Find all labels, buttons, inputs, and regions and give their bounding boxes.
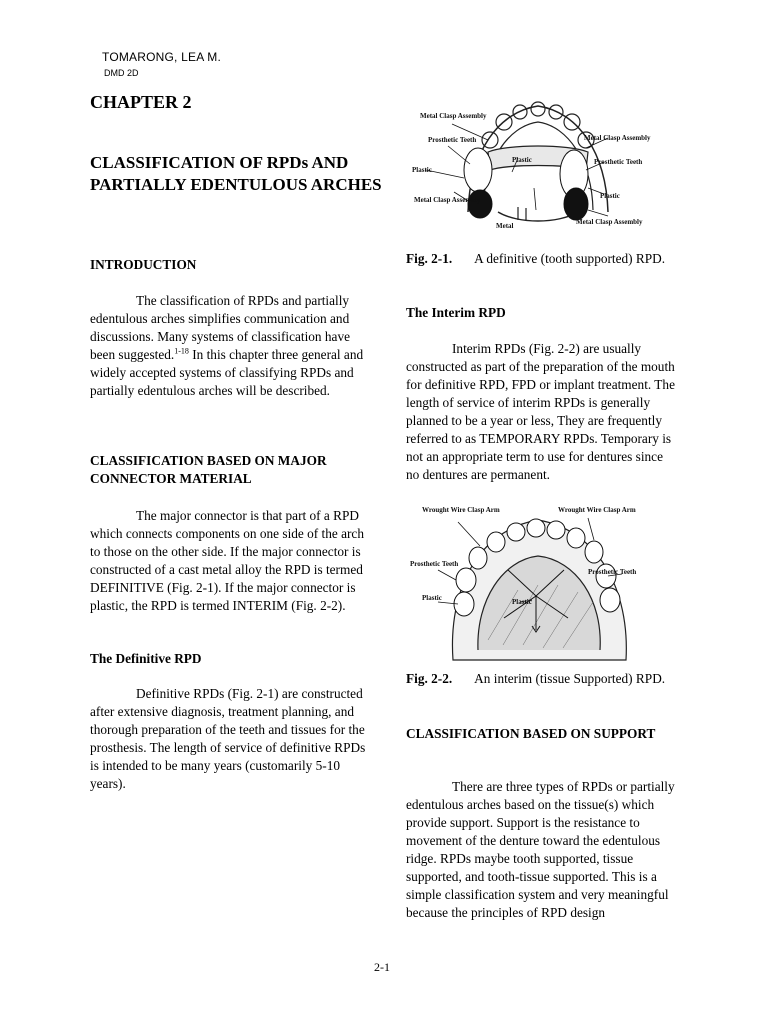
- label-wrought-wire-right: Wrought Wire Clasp Arm: [558, 506, 636, 514]
- intro-text-a: The classification of RPDs and partially edentulous arches simplifies communication and discussions. Many systems of classification have been suggested.: [90, 293, 350, 362]
- label-prosthetic-teeth-left: Prosthetic Teeth: [410, 560, 459, 568]
- label-plastic-center: Plastic: [512, 598, 532, 606]
- interim-paragraph: Interim RPDs (Fig. 2-2) are usually constructed as part of the preparation of the mouth for definitive RPD, FPD or implant treatment. The length of service of interim RPDs is generally planned to be a year or less, They are frequently referred to as TEMPORARY RPDs. Temporary is not an appropriate term to use for dentures since no dentures are permanent.: [406, 341, 675, 482]
- intro-text-b: In this chapter three general and widely accepted systems of classifying RPDs and partially edentulous arches will be described.: [90, 347, 364, 398]
- label-plastic-left: Plastic: [422, 594, 442, 602]
- definitive-paragraph: Definitive RPDs (Fig. 2-1) are constructed after extensive diagnosis, treatment planning, and thorough preparation of the teeth and tissues for the prosthesis. The length of service of definitive RPDs is intended to be many years (customarily 5-10 years).: [90, 686, 366, 791]
- class-label: DMD 2D: [104, 68, 139, 78]
- label-metal-clasp-bottom-left: Metal Clasp Assembly: [414, 196, 481, 204]
- chapter-heading: CHAPTER 2: [90, 92, 192, 112]
- label-prosthetic-teeth-right: Prosthetic Teeth: [594, 158, 643, 166]
- support-heading: CLASSIFICATION BASED ON SUPPORT: [406, 726, 656, 741]
- intro-heading: INTRODUCTION: [90, 257, 197, 272]
- figure-2-1-definitive-rpd: [408, 92, 651, 242]
- label-metal-clasp-bottom-right: Metal Clasp Assembly: [576, 218, 643, 226]
- label-metal-clasp-top-right: Metal Clasp Assembly: [584, 134, 651, 142]
- label-metal-clasp-top-left: Metal Clasp Assembly: [420, 112, 487, 120]
- intro-paragraph: [90, 292, 366, 400]
- figure-2-1-label: Fig. 2-1.: [406, 251, 453, 266]
- figure-2-1-caption-text: A definitive (tooth supported) RPD.: [474, 251, 666, 266]
- interim-heading: The Interim RPD: [406, 305, 506, 320]
- label-wrought-wire-left: Wrought Wire Clasp Arm: [422, 506, 500, 514]
- label-prosthetic-teeth-left: Prosthetic Teeth: [428, 136, 477, 144]
- label-plastic-right: Plastic: [600, 192, 620, 200]
- chapter-title: CLASSIFICATION OF RPDs AND PARTIALLY EDENTULOUS ARCHES: [90, 153, 382, 194]
- figure-2-2-caption-text: An interim (tissue Supported) RPD.: [474, 671, 666, 686]
- figure-2-2-interim-rpd: [408, 500, 653, 668]
- author-name: TOMARONG, LEA M.: [102, 50, 221, 64]
- figure-2-2-caption: [406, 670, 678, 688]
- major-connector-heading: CLASSIFICATION BASED ON MAJOR CONNECTOR MATERIAL: [90, 453, 327, 486]
- figure-2-2-label: Fig. 2-2.: [406, 671, 453, 686]
- definitive-heading: The Definitive RPD: [90, 651, 202, 666]
- label-plastic-left: Plastic: [412, 166, 432, 174]
- page-number: 2-1: [374, 960, 390, 974]
- label-plastic-center: Plastic: [512, 156, 532, 164]
- support-paragraph: There are three types of RPDs or partially edentulous arches based on the tissue(s) which provide support. Support is the resistance to movement of the denture toward the edentulous ridge. RPDs maybe tooth supported, tissue supported, and tooth-tissue supported. This is a simple classification system and very meaningful because the principles of RPD design: [406, 779, 675, 920]
- label-prosthetic-teeth-right: Prosthetic Teeth: [588, 568, 637, 576]
- figure-2-1-caption: [406, 250, 678, 268]
- major-connector-paragraph: The major connector is that part of a RPD which connects components on one side of the arch to those on the other side. If the major connector is constructed of a cast metal alloy the RPD is termed DEFINITIVE (Fig. 2-1). If the major connector is plastic, the RPD is termed INTERIM (Fig. 2-2).: [90, 508, 364, 613]
- label-metal: Metal: [496, 222, 514, 230]
- citation-superscript: 1-18: [174, 346, 189, 356]
